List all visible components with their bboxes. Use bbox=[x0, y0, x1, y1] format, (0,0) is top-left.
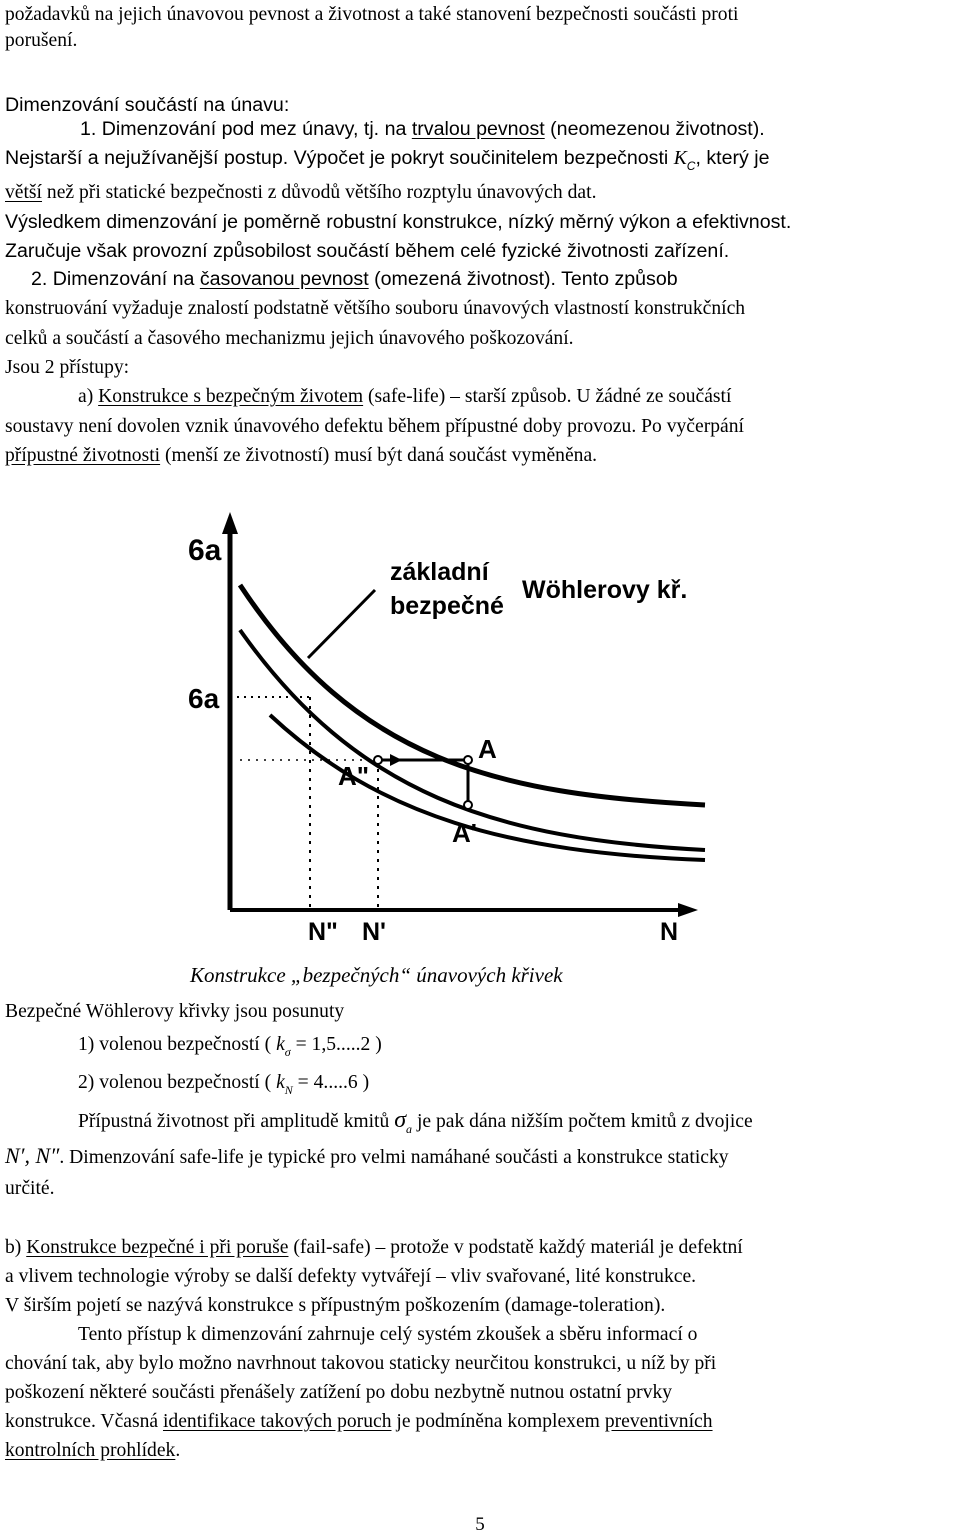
math-subscript: σ bbox=[284, 1045, 291, 1059]
y-axis-arrow-icon bbox=[222, 512, 238, 534]
text-span: Konstrukce „bezpečných“ únavových křivek bbox=[190, 963, 563, 987]
text-span: V širším pojetí se nazývá konstrukce s přípustným poškozením (damage-toleration). bbox=[5, 1295, 666, 1316]
text-span: 2) volenou bezpečností ( bbox=[78, 1072, 277, 1093]
text-line bbox=[5, 326, 955, 352]
text-span: Přípustná životnost při amplitudě kmitů bbox=[78, 1111, 395, 1132]
x-label-n: N bbox=[660, 918, 679, 946]
math-symbol: k bbox=[276, 1034, 285, 1055]
text-span: (safe-life) – starší způsob. U žádné ze součástí bbox=[363, 386, 732, 407]
text-line bbox=[78, 1107, 955, 1136]
text-span: chování tak, aby bylo možno navrhnout takovou staticky neurčitou konstrukci, u níž by při bbox=[5, 1353, 717, 1374]
math-symbol: N′, N″ bbox=[5, 1143, 60, 1168]
text-line bbox=[5, 1264, 955, 1290]
point-a-prime-marker bbox=[464, 801, 472, 809]
text-line bbox=[5, 1351, 955, 1377]
math-subscript: a bbox=[406, 1122, 413, 1136]
text-span: 1. Dimenzování pod mez únavy, tj. na bbox=[80, 118, 412, 140]
text-span: konstrukce. Včasná bbox=[5, 1411, 163, 1432]
figure-canvas bbox=[150, 510, 710, 950]
text-span: Jsou 2 přístupy: bbox=[5, 357, 130, 378]
x-label-n-prime: N' bbox=[362, 918, 386, 946]
shift-arrow-icon bbox=[390, 754, 402, 766]
underlined-term: Konstrukce bezpečné i při poruše bbox=[26, 1237, 289, 1258]
text-line bbox=[5, 1293, 955, 1319]
point-a-double-label: A" bbox=[338, 761, 370, 791]
text-span: soustavy není dovolen vznik únavového defektu během přípustné doby provozu. Po vyčerpání bbox=[5, 416, 744, 437]
text-line bbox=[31, 266, 955, 292]
text-line bbox=[5, 209, 955, 235]
text-line bbox=[5, 296, 955, 322]
underlined-term: větší bbox=[5, 182, 43, 203]
math-subscript: N bbox=[284, 1083, 293, 1097]
underlined-term: preventivních bbox=[604, 1411, 713, 1432]
text-span: (menší ze životností) musí být daná součást vyměněna. bbox=[160, 445, 598, 466]
text-line bbox=[78, 1032, 955, 1059]
text-line bbox=[5, 1409, 955, 1435]
math-symbol: σ bbox=[394, 1107, 407, 1133]
label-pointer bbox=[308, 590, 375, 658]
text-line bbox=[80, 116, 955, 142]
text-span: je pak dána nižším počtem kmitů z dvojice bbox=[412, 1111, 753, 1132]
underlined-term: časovanou pevnost bbox=[199, 268, 369, 290]
x-label-n-double-prime: N" bbox=[308, 918, 338, 946]
text-span: Dimenzování součástí na únavu: bbox=[5, 94, 290, 116]
underlined-term: přípustné životnosti bbox=[5, 445, 161, 466]
text-span: 1) volenou bezpečností ( bbox=[78, 1034, 277, 1055]
text-line bbox=[78, 1070, 955, 1097]
text-line bbox=[5, 145, 955, 173]
x-axis-arrow-icon bbox=[678, 903, 698, 917]
point-a-marker bbox=[464, 756, 472, 764]
text-span: = 4.....6 ) bbox=[292, 1072, 370, 1093]
text-span: Zaručuje však provozní způsobilost součástí během celé fyzické životnosti zařízení. bbox=[5, 240, 730, 262]
math-subscript: C bbox=[686, 159, 696, 173]
page-number: 5 bbox=[475, 1514, 485, 1535]
label-basic: základní bbox=[390, 558, 489, 586]
text-line bbox=[5, 355, 955, 381]
underlined-term: identifikace takových poruch bbox=[162, 1411, 392, 1432]
text-line bbox=[5, 443, 955, 469]
text-line bbox=[5, 180, 955, 206]
text-line bbox=[5, 414, 955, 440]
text-span: Tento přístup k dimenzování zahrnuje celý systém zkoušek a sběru informací o bbox=[78, 1324, 698, 1345]
text-span: b) bbox=[5, 1237, 27, 1258]
y-label-sigma-a-level: 6a bbox=[188, 683, 220, 714]
math-symbol: K bbox=[673, 148, 687, 169]
text-span: konstruování vyžaduje znalostí podstatně většího souboru únavových vlastností konstrukčních bbox=[5, 298, 746, 319]
text-span: a) bbox=[78, 386, 99, 407]
text-line bbox=[5, 238, 955, 264]
text-span: 2. Dimenzování na bbox=[31, 268, 200, 290]
text-line bbox=[5, 28, 955, 54]
wohler-curves-figure bbox=[150, 510, 710, 950]
text-span: poškození některé součásti přenášely zatížení po dobu nezbytně nutnou ostatní prvky bbox=[5, 1382, 673, 1403]
label-safe: bezpečné bbox=[390, 592, 504, 620]
text-span: a vlivem technologie výroby se další defekty vytvářejí – vliv svařované, lité konstrukce. bbox=[5, 1266, 697, 1287]
text-span: (omezená životnost). Tento způsob bbox=[368, 268, 678, 290]
text-span: (fail-safe) – protože v podstatě každý materiál je defektní bbox=[288, 1237, 743, 1258]
point-a-double-marker bbox=[374, 756, 382, 764]
text-span: , který je bbox=[695, 147, 770, 169]
text-span: . Dimenzování safe-life je typické pro velmi namáhané součásti a konstrukce staticky bbox=[59, 1147, 729, 1168]
underlined-term: kontrolních prohlídek bbox=[5, 1440, 176, 1461]
point-a-label: A bbox=[478, 734, 497, 764]
text-span: celků a součástí a časového mechanizmu jejich únavového poškozování. bbox=[5, 328, 574, 349]
text-span: Bezpečné Wöhlerovy křivky jsou posunuty bbox=[5, 1001, 345, 1022]
section-heading bbox=[5, 92, 955, 118]
underlined-term: trvalou pevnost bbox=[411, 118, 545, 140]
text-span: určité. bbox=[5, 1178, 55, 1199]
text-span: (neomezenou životnost). bbox=[544, 118, 765, 140]
figure-caption bbox=[190, 962, 955, 988]
y-label-sigma-a-top: 6a bbox=[188, 534, 222, 567]
text-span: Nejstarší a nejužívanější postup. Výpočet je pokryt součinitelem bezpečnosti bbox=[5, 147, 674, 169]
text-span: porušení. bbox=[5, 30, 78, 51]
text-span: než při statické bezpečnosti z důvodů většího rozptylu únavových dat. bbox=[42, 182, 597, 203]
text-span: Výsledkem dimenzování je poměrně robustní konstrukce, nízký měrný výkon a efektivnost. bbox=[5, 211, 792, 233]
text-line bbox=[5, 1235, 955, 1261]
text-line bbox=[78, 384, 955, 410]
point-a-prime-label: A' bbox=[452, 818, 477, 848]
text-line bbox=[5, 1176, 955, 1202]
text-line bbox=[78, 1322, 955, 1348]
text-span: požadavků na jejich únavovou pevnost a životnost a také stanovení bezpečnosti součásti proti bbox=[5, 4, 739, 25]
underlined-term: Konstrukce s bezpečným životem bbox=[98, 386, 364, 407]
text-span: . bbox=[175, 1440, 181, 1461]
text-span: = 1,5.....2 ) bbox=[290, 1034, 382, 1055]
text-line bbox=[5, 1143, 955, 1171]
text-span: je podmíněna komplexem bbox=[391, 1411, 605, 1432]
text-line bbox=[5, 1380, 955, 1406]
text-line bbox=[5, 1438, 955, 1464]
math-symbol: k bbox=[276, 1072, 285, 1093]
label-wohler-curves: Wöhlerovy kř. bbox=[522, 576, 688, 604]
text-line bbox=[5, 999, 955, 1025]
text-line bbox=[5, 2, 955, 28]
